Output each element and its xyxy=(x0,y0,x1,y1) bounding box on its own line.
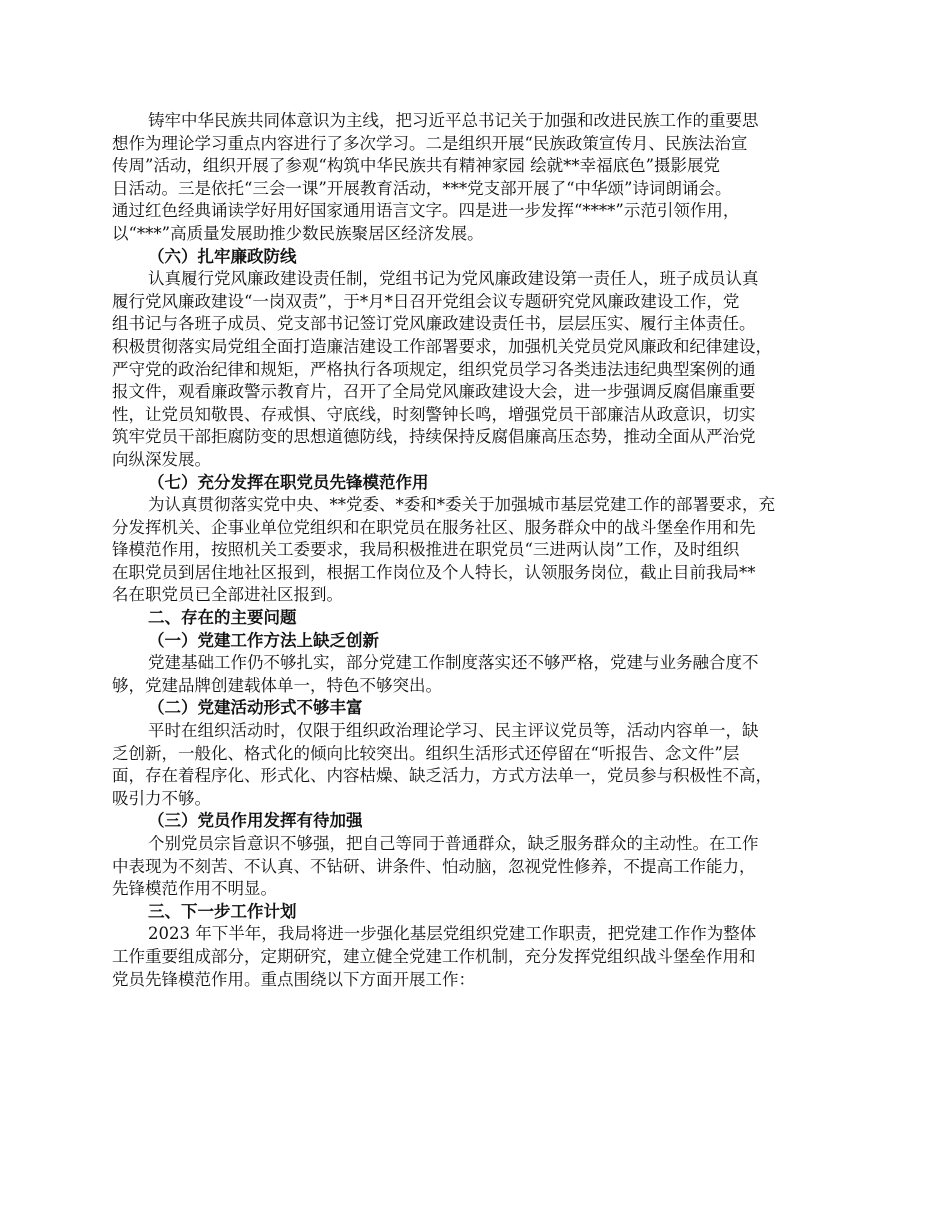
body-paragraph xyxy=(112,652,858,697)
text-line: 通过红色经典诵读学好用好国家通用语言文字。四是进一步发挥“****”示范引领作用， xyxy=(112,201,740,221)
text-line: 党员先锋模范作用。重点围绕以下方面开展工作： xyxy=(112,969,475,989)
body-paragraph xyxy=(112,110,858,246)
text-line: 积极贯彻落实局党组全面打造廉洁建设工作部署要求，加强机关党员党风廉政和纪律建设， xyxy=(112,336,772,356)
text-line: 履行党风廉政建设“一岗双责”，于*月*日召开党组会议专题研究党风廉政建设工作，党 xyxy=(112,291,740,311)
body-paragraph xyxy=(112,494,858,607)
text-line: 在职党员到居住地社区报到，根据工作岗位及个人特长，认领服务岗位，截止目前我局** xyxy=(112,562,756,582)
text-line: 想作为理论学习重点内容进行了多次学习。二是组织开展“民族政策宣传月、民族法治宣 xyxy=(112,133,748,153)
section-heading: （六）扎牢廉政防线 xyxy=(148,246,297,266)
text-line: 党建基础工作仍不够扎实，部分党建工作制度落实还不够严格，党建与业务融合度不 xyxy=(148,653,759,673)
text-line: 报文件，观看廉政警示教育片，召开了全局党风廉政建设大会，进一步强调反腐倡廉重要 xyxy=(112,382,756,402)
text-line: 吸引力不够。 xyxy=(112,788,211,808)
text-line: 分发挥机关、企事业单位党组织和在职党员在服务社区、服务群众中的战斗堡垒作用和先 xyxy=(112,517,756,537)
section-heading: （七）充分发挥在职党员先锋模范作用 xyxy=(148,472,429,492)
body-paragraph xyxy=(112,720,858,810)
text-line: 锋模范作用，按照机关工委要求，我局积极推进在职党员“三进两认岗”工作，及时组织 xyxy=(112,540,740,560)
section-heading: （二）党建活动形式不够丰富 xyxy=(148,698,363,718)
text-line: 严守党的政治纪律和规矩，严格执行各项规定，组织党员学习各类违法违纪典型案例的通 xyxy=(112,359,756,379)
text-line: 以“***”高质量发展助推少数民族聚居区经济发展。 xyxy=(112,223,484,243)
text-line: 认真履行党风廉政建设责任制，党组书记为党风廉政建设第一责任人，班子成员认真 xyxy=(148,269,759,289)
text-line: 日活动。三是依托“三会一课”开展教育活动，***党支部开展了“中华颂”诗词朗诵会。 xyxy=(112,178,732,198)
text-line: 组书记与各班子成员、党支部书记签订党风廉政建设责任书，层层压实、履行主体责任。 xyxy=(112,314,756,334)
section-heading: 二、存在的主要问题 xyxy=(148,608,297,628)
section-heading: 三、下一步工作计划 xyxy=(148,901,297,921)
body-paragraph xyxy=(112,923,858,991)
text-line: 工作重要组成部分，定期研究，建立健全党建工作机制，充分发挥党组织战斗堡垒作用和 xyxy=(112,946,756,966)
text-line: 面，存在着程序化、形式化、内容枯燥、缺乏活力，方式方法单一，党员参与积极性不高， xyxy=(112,766,772,786)
text-line: 个别党员宗旨意识不够强，把自己等同于普通群众，缺乏服务群众的主动性。在工作 xyxy=(148,834,759,853)
text-line: 传周”活动，组织开展了参观“构筑中华民族共有精神家园 绘就**幸福底色”摄影展党 xyxy=(112,156,721,176)
body-paragraph xyxy=(112,268,858,471)
text-line: 铸牢中华民族共同体意识为主线，把习近平总书记关于加强和改进民族工作的重要思 xyxy=(148,111,759,130)
text-line: 为认真贯彻落实党中央、**党委、*委和*委关于加强城市基层党建工作的部署要求，充 xyxy=(148,495,775,515)
text-line: 中表现为不刻苦、不认真、不钻研、讲条件、怕动脑，忽视党性修养，不提高工作能力， xyxy=(112,856,756,876)
text-line: 乏创新，一般化、格式化的倾向比较突出。组织生活形式还停留在“听报告、念文件”层 xyxy=(112,743,740,763)
text-line: 名在职党员已全部进社区报到。 xyxy=(112,585,343,605)
text-line: 先锋模范作用不明显。 xyxy=(112,879,277,899)
section-heading: （一）党建工作方法上缺乏创新 xyxy=(148,630,379,650)
text-line: 向纵深发展。 xyxy=(112,449,211,469)
text-line: 2023 年下半年，我局将进一步强化基层党组织党建工作职责，把党建工作作为整体 xyxy=(148,924,757,944)
text-line: 够，党建品牌创建载体单一，特色不够突出。 xyxy=(112,675,442,695)
body-paragraph xyxy=(112,833,858,901)
text-line: 筑牢党员干部拒腐防变的思想道德防线，持续保持反腐倡廉高压态势，推动全面从严治党 xyxy=(112,427,756,447)
text-line: 性，让党员知敬畏、存戒惧、守底线，时刻警钟长鸣，增强党员干部廉洁从政意识，切实 xyxy=(112,404,756,424)
text-line: 平时在组织活动时，仅限于组织政治理论学习、民主评议党员等，活动内容单一，缺 xyxy=(148,721,759,741)
section-heading: （三）党员作用发挥有待加强 xyxy=(148,811,363,831)
